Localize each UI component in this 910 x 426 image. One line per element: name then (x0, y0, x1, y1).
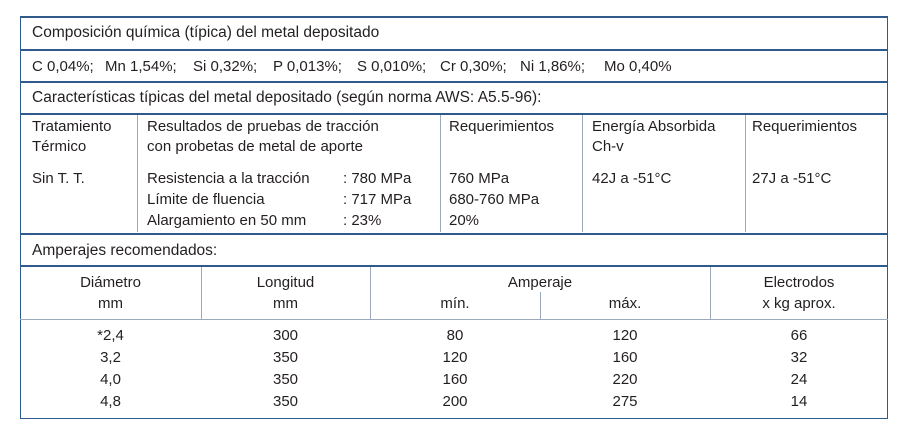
header-treatment-line1: Tratamiento (32, 118, 112, 135)
composition-title: Composición química (típica) del metal depositado (32, 24, 380, 41)
column-divider (440, 115, 441, 232)
cell-min: 120 (442, 349, 468, 366)
composition-value-c: C 0,04%; (32, 58, 94, 75)
cell-electrodes: 14 (790, 393, 808, 410)
cell-min: 160 (442, 371, 468, 388)
test-label: Límite de fluencia (147, 191, 265, 208)
column-divider (137, 115, 138, 232)
divider (20, 319, 888, 320)
cell-min: 200 (442, 393, 468, 410)
test-requirement: 20% (449, 212, 480, 229)
cell-max: 220 (612, 371, 638, 388)
divider (20, 49, 888, 51)
cell-electrodes: 24 (790, 371, 808, 388)
cell-length: 350 (272, 393, 299, 410)
header-amperage: Amperaje (507, 274, 573, 291)
cell-electrodes: 66 (790, 327, 808, 344)
composition-value-ni: Ni 1,86%; (520, 58, 586, 75)
header-results-line1: Resultados de pruebas de tracción (147, 118, 379, 135)
test-label: Alargamiento en 50 mm (147, 212, 307, 229)
cell-length: 350 (272, 371, 299, 388)
header-length-line2: mm (273, 295, 298, 312)
test-requirement: 680-760 MPa (449, 191, 540, 208)
cell-diameter: 4,0 (100, 371, 121, 388)
cell-electrodes: 32 (790, 349, 808, 366)
header-energy-line1: Energía Absorbida (592, 118, 716, 135)
test-value: : 717 MPa (343, 191, 412, 208)
composition-value-cr: Cr 0,30%; (440, 58, 507, 75)
amperages-title: Amperajes recomendados: (32, 242, 218, 259)
header-length-line1: Longitud (256, 274, 315, 291)
cell-diameter: 4,8 (100, 393, 121, 410)
composition-value-mn: Mn 1,54%; (105, 58, 177, 75)
header-diameter-line1: Diámetro (80, 274, 141, 291)
cell-diameter: *2,4 (97, 327, 124, 344)
header-energy-requirements: Requerimientos (752, 118, 858, 135)
test-value: : 780 MPa (343, 170, 412, 187)
composition-value-s: S 0,010%; (357, 58, 427, 75)
characteristics-title: Características típicas del metal depositado (según norma AWS: A5.5-96): (32, 89, 542, 106)
treatment-value: Sin T. T. (32, 170, 85, 187)
divider (20, 81, 888, 83)
composition-value-mo: Mo 0,40% (604, 58, 672, 75)
cell-diameter: 3,2 (100, 349, 121, 366)
header-energy-line2: Ch-v (592, 138, 624, 155)
divider (20, 233, 888, 235)
header-requirements: Requerimientos (449, 118, 555, 135)
energy-requirement-value: 27J a -51°C (752, 170, 832, 187)
header-electrodes-line1: Electrodos (763, 274, 835, 291)
cell-max: 275 (612, 393, 638, 410)
energy-value: 42J a -51°C (592, 170, 672, 187)
divider (20, 265, 888, 267)
header-treatment-line2: Térmico (32, 138, 87, 155)
composition-value-si: Si 0,32%; (193, 58, 258, 75)
header-diameter-line2: mm (98, 295, 123, 312)
cell-length: 300 (272, 327, 299, 344)
cell-max: 160 (612, 349, 638, 366)
composition-value-p: P 0,013%; (273, 58, 342, 75)
cell-min: 80 (446, 327, 464, 344)
test-label: Resistencia a la tracción (147, 170, 310, 187)
test-value: : 23% (343, 212, 382, 229)
cell-max: 120 (612, 327, 638, 344)
header-amperage-min: mín. (440, 295, 470, 312)
test-requirement: 760 MPa (449, 170, 510, 187)
cell-length: 350 (272, 349, 299, 366)
column-divider (745, 115, 746, 232)
column-divider (582, 115, 583, 232)
header-amperage-max: máx. (608, 295, 642, 312)
header-electrodes-line2: x kg aprox. (762, 295, 836, 312)
header-results-line2: con probetas de metal de aporte (147, 138, 363, 155)
divider (20, 113, 888, 115)
